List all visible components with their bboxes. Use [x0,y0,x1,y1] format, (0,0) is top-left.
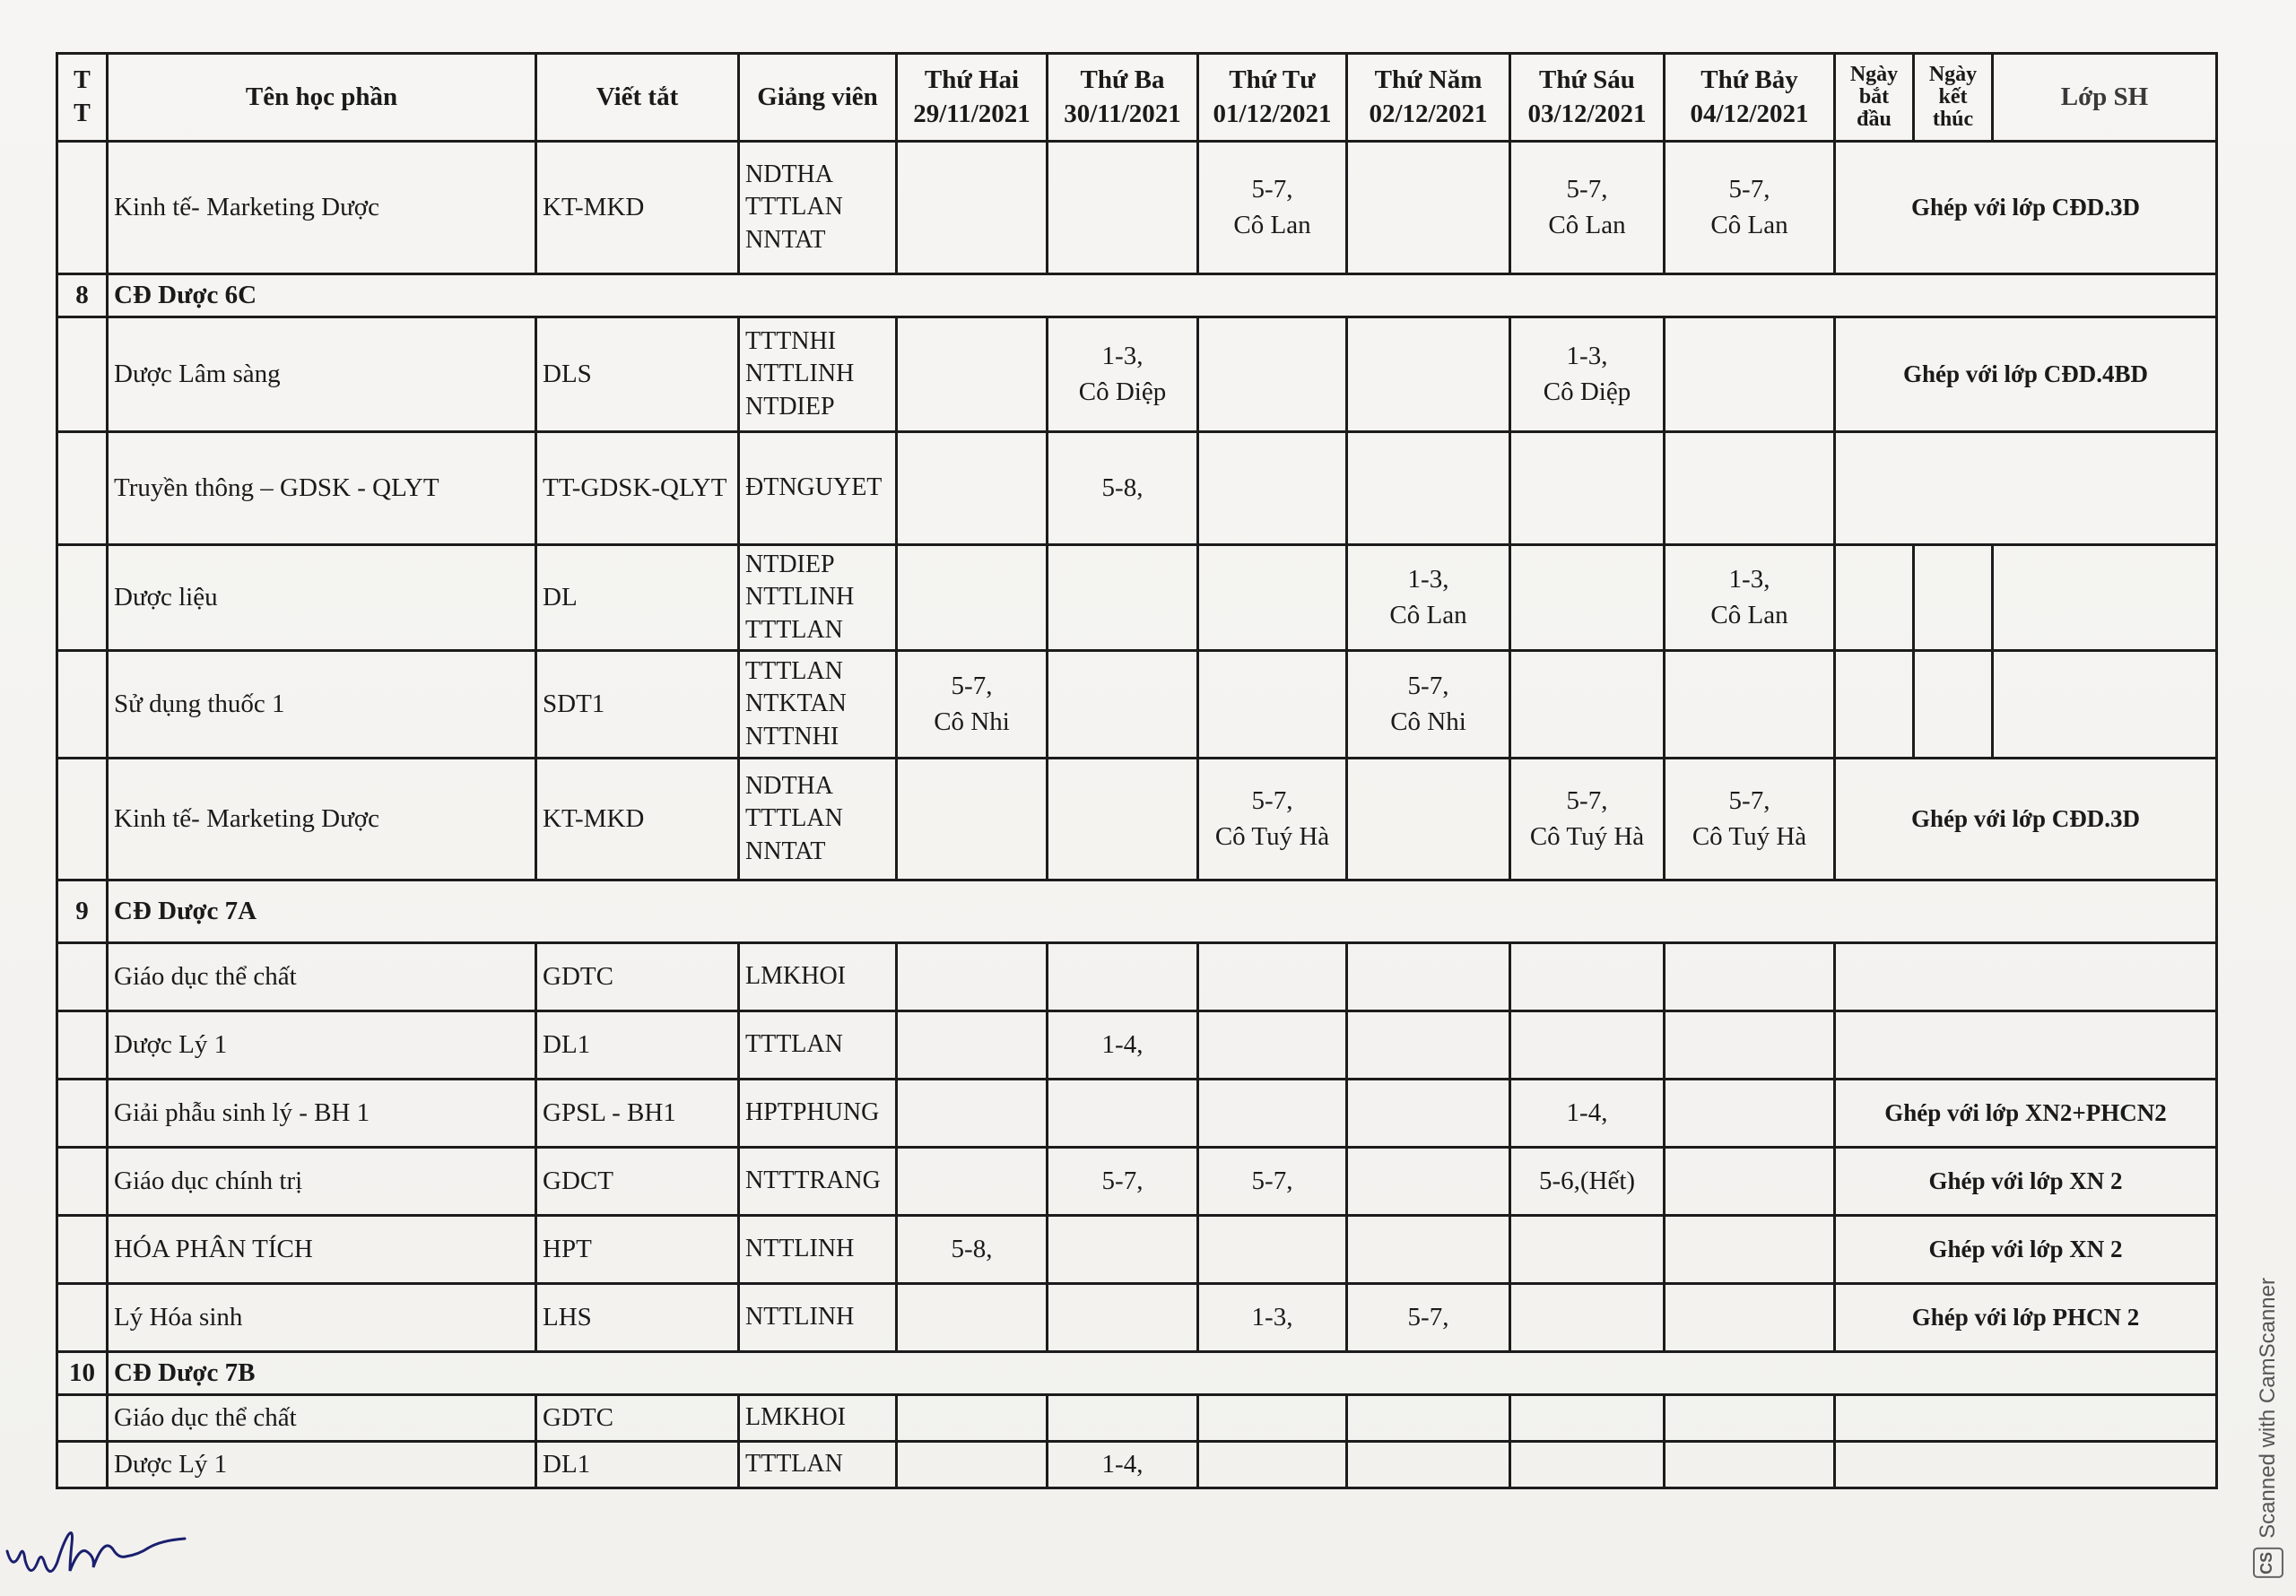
header-day: Thứ Hai 29/11/2021 [897,54,1048,142]
header-day: Thứ Bảy 04/12/2021 [1665,54,1835,142]
header-end-date: Ngày kết thúc [1914,54,1993,142]
row-index-cell [57,1011,108,1080]
lecturers: ĐTNGUYET [739,432,897,545]
session-cell: 5-7, [1347,1284,1510,1352]
course-name: Giáo dục thể chất [108,943,536,1011]
start-date-cell [1835,651,1914,759]
session-cell [897,432,1048,545]
merge-note: Ghép với lớp CĐD.3D [1835,759,2217,880]
course-name: Sử dụng thuốc 1 [108,651,536,759]
course-abbr: GDTC [536,943,739,1011]
row-index-cell [57,1395,108,1442]
merge-note: Ghép với lớp CĐD.4BD [1835,317,2217,432]
session-cell [1665,1442,1835,1488]
session-cell: 1-4, [1048,1011,1198,1080]
course-row [57,142,2217,274]
session-cell: 5-7, Cô Lan [1510,142,1665,274]
session-cell [1510,1011,1665,1080]
session-cell [1665,1284,1835,1352]
session-cell [1510,1442,1665,1488]
lecturers: TTTLAN [739,1011,897,1080]
session-cell: 5-7, [1198,1148,1347,1216]
session-cell [1048,545,1198,651]
session-cell [1665,432,1835,545]
session-cell [897,759,1048,880]
session-cell [897,1284,1048,1352]
row-index-cell [57,1284,108,1352]
session-cell: 5-7, [1048,1148,1198,1216]
end-date-cell [1914,545,1993,651]
row-index-cell [57,1080,108,1148]
course-abbr: DL1 [536,1442,739,1488]
lecturers: NTDIEP NTTLINH TTTLAN [739,545,897,651]
course-row [57,1080,2217,1148]
session-cell [1048,142,1198,274]
merge-note [1835,432,2217,545]
session-cell [1665,1216,1835,1284]
session-cell [1347,142,1510,274]
header-day: Thứ Ba 30/11/2021 [1048,54,1198,142]
session-cell [1665,943,1835,1011]
session-cell [897,317,1048,432]
session-cell: 5-7, Cô Nhi [1347,651,1510,759]
course-row [57,943,2217,1011]
session-cell [1510,1216,1665,1284]
session-cell [1198,1080,1347,1148]
lecturers: TTTLAN NTKTAN NTTNHI [739,651,897,759]
course-name: Dược liệu [108,545,536,651]
header-day: Thứ Tư 01/12/2021 [1198,54,1347,142]
course-name: Giáo dục thể chất [108,1395,536,1442]
session-cell: 1-3, Cô Diệp [1510,317,1665,432]
session-cell [1665,1148,1835,1216]
session-cell [1048,651,1198,759]
course-abbr: DL [536,545,739,651]
row-index-cell [57,317,108,432]
merge-note: Ghép với lớp XN2+PHCN2 [1835,1080,2217,1148]
group-name: CĐ Dược 7B [108,1352,2217,1395]
schedule-body [57,142,2217,1488]
session-cell [1347,1080,1510,1148]
row-index-cell [57,651,108,759]
lecturers: NTTLINH [739,1216,897,1284]
course-row [57,1442,2217,1488]
session-cell [1510,1395,1665,1442]
group-row [57,274,2217,317]
course-row [57,317,2217,432]
session-cell [1510,651,1665,759]
session-cell [1347,759,1510,880]
course-name: Giáo dục chính trị [108,1148,536,1216]
session-cell [897,1011,1048,1080]
class-cell [1993,651,2217,759]
merge-note: Ghép với lớp CĐD.3D [1835,142,2217,274]
group-row [57,880,2217,943]
row-index-cell [57,1442,108,1488]
course-name: Kinh tế- Marketing Dược [108,142,536,274]
group-number: 9 [57,880,108,943]
header-class: Lớp SH [1993,54,2217,142]
session-cell [897,943,1048,1011]
session-cell [1347,1148,1510,1216]
session-cell [1198,943,1347,1011]
session-cell [1198,1011,1347,1080]
session-cell: 1-3, Cô Diệp [1048,317,1198,432]
group-name: CĐ Dược 6C [108,274,2217,317]
session-cell: 5-7, Cô Lan [1198,142,1347,274]
session-cell: 5-6,(Hết) [1510,1148,1665,1216]
course-abbr: GDTC [536,1395,739,1442]
session-cell [1198,1442,1347,1488]
schedule-table [56,52,2218,1489]
session-cell [1048,759,1198,880]
course-row [57,1011,2217,1080]
session-cell: 5-7, Cô Tuý Hà [1665,759,1835,880]
merge-note [1835,943,2217,1011]
header-day: Thứ Năm 02/12/2021 [1347,54,1510,142]
session-cell [1510,432,1665,545]
lecturers: NDTHA TTTLAN NNTAT [739,142,897,274]
course-abbr: DLS [536,317,739,432]
lecturers: LMKHOI [739,1395,897,1442]
session-cell: 1-3, [1198,1284,1347,1352]
course-name: Kinh tế- Marketing Dược [108,759,536,880]
camscanner-icon: CS [2253,1548,2283,1578]
session-cell [1048,1395,1198,1442]
lecturers: NDTHA TTTLAN NNTAT [739,759,897,880]
lecturers: NTTLINH [739,1284,897,1352]
camscanner-watermark [2253,1278,2283,1578]
group-name: CĐ Dược 7A [108,880,2217,943]
course-abbr: LHS [536,1284,739,1352]
session-cell [1347,1011,1510,1080]
header-row [57,54,2217,142]
merge-note [1835,1442,2217,1488]
session-cell [1198,1395,1347,1442]
watermark-text: Scanned with CamScanner [2256,1278,2280,1539]
row-index-cell [57,943,108,1011]
session-cell [897,1395,1048,1442]
end-date-cell [1914,651,1993,759]
session-cell [1048,1284,1198,1352]
header-abbr: Viết tắt [536,54,739,142]
course-abbr: HPT [536,1216,739,1284]
course-row [57,1284,2217,1352]
lecturers: NTTTRANG [739,1148,897,1216]
session-cell [1347,1442,1510,1488]
session-cell [1510,943,1665,1011]
course-abbr: SDT1 [536,651,739,759]
course-row [57,432,2217,545]
session-cell: 5-8, [897,1216,1048,1284]
session-cell: 5-8, [1048,432,1198,545]
session-cell [1347,317,1510,432]
session-cell [1510,545,1665,651]
course-abbr: GPSL - BH1 [536,1080,739,1148]
header-start-date: Ngày bắt đầu [1835,54,1914,142]
session-cell [1665,651,1835,759]
session-cell [1347,1395,1510,1442]
course-abbr: KT-MKD [536,759,739,880]
session-cell: 1-3, Cô Lan [1347,545,1510,651]
course-abbr: GDCT [536,1148,739,1216]
session-cell [897,142,1048,274]
lecturers: LMKHOI [739,943,897,1011]
course-name: Lý Hóa sinh [108,1284,536,1352]
header-tt: T T [57,54,108,142]
course-name: Dược Lâm sàng [108,317,536,432]
session-cell: 1-4, [1510,1080,1665,1148]
row-index-cell [57,1148,108,1216]
session-cell: 5-7, Cô Lan [1665,142,1835,274]
session-cell [1198,432,1347,545]
session-cell [1048,1216,1198,1284]
merge-note: Ghép với lớp XN 2 [1835,1148,2217,1216]
session-cell [1347,432,1510,545]
session-cell [1347,943,1510,1011]
merge-note [1835,1395,2217,1442]
merge-note: Ghép với lớp PHCN 2 [1835,1284,2217,1352]
group-number: 8 [57,274,108,317]
row-index-cell [57,142,108,274]
session-cell [897,1080,1048,1148]
merge-note [1835,1011,2217,1080]
course-row [57,545,2217,651]
session-cell [1510,1284,1665,1352]
header-day: Thứ Sáu 03/12/2021 [1510,54,1665,142]
handwritten-signature [0,1515,233,1587]
session-cell [1198,317,1347,432]
group-number: 10 [57,1352,108,1395]
course-name: Truyền thông – GDSK - QLYT [108,432,536,545]
session-cell [1198,651,1347,759]
session-cell [1198,1216,1347,1284]
row-index-cell [57,545,108,651]
session-cell [897,1442,1048,1488]
row-index-cell [57,1216,108,1284]
session-cell: 1-4, [1048,1442,1198,1488]
lecturers: HPTPHUNG [739,1080,897,1148]
course-row [57,1395,2217,1442]
session-cell [897,545,1048,651]
session-cell: 5-7, Cô Nhi [897,651,1048,759]
course-name: HÓA PHÂN TÍCH [108,1216,536,1284]
session-cell [897,1148,1048,1216]
session-cell [1665,1395,1835,1442]
course-abbr: DL1 [536,1011,739,1080]
merge-note: Ghép với lớp XN 2 [1835,1216,2217,1284]
course-name: Dược Lý 1 [108,1011,536,1080]
course-row [57,759,2217,880]
lecturers: TTTLAN [739,1442,897,1488]
course-abbr: KT-MKD [536,142,739,274]
course-row [57,1216,2217,1284]
header-course: Tên học phần [108,54,536,142]
session-cell [1048,943,1198,1011]
lecturers: TTTNHI NTTLINH NTDIEP [739,317,897,432]
header-lecturer: Giảng viên [739,54,897,142]
session-cell [1665,317,1835,432]
class-cell [1993,545,2217,651]
session-cell [1665,1080,1835,1148]
row-index-cell [57,432,108,545]
session-cell: 1-3, Cô Lan [1665,545,1835,651]
course-name: Giải phẫu sinh lý - BH 1 [108,1080,536,1148]
session-cell [1198,545,1347,651]
start-date-cell [1835,545,1914,651]
session-cell: 5-7, Cô Tuý Hà [1510,759,1665,880]
session-cell [1048,1080,1198,1148]
session-cell [1347,1216,1510,1284]
course-abbr: TT-GDSK-QLYT [536,432,739,545]
session-cell [1665,1011,1835,1080]
course-row [57,1148,2217,1216]
course-row [57,651,2217,759]
session-cell: 5-7, Cô Tuý Hà [1198,759,1347,880]
row-index-cell [57,759,108,880]
group-row [57,1352,2217,1395]
course-name: Dược Lý 1 [108,1442,536,1488]
